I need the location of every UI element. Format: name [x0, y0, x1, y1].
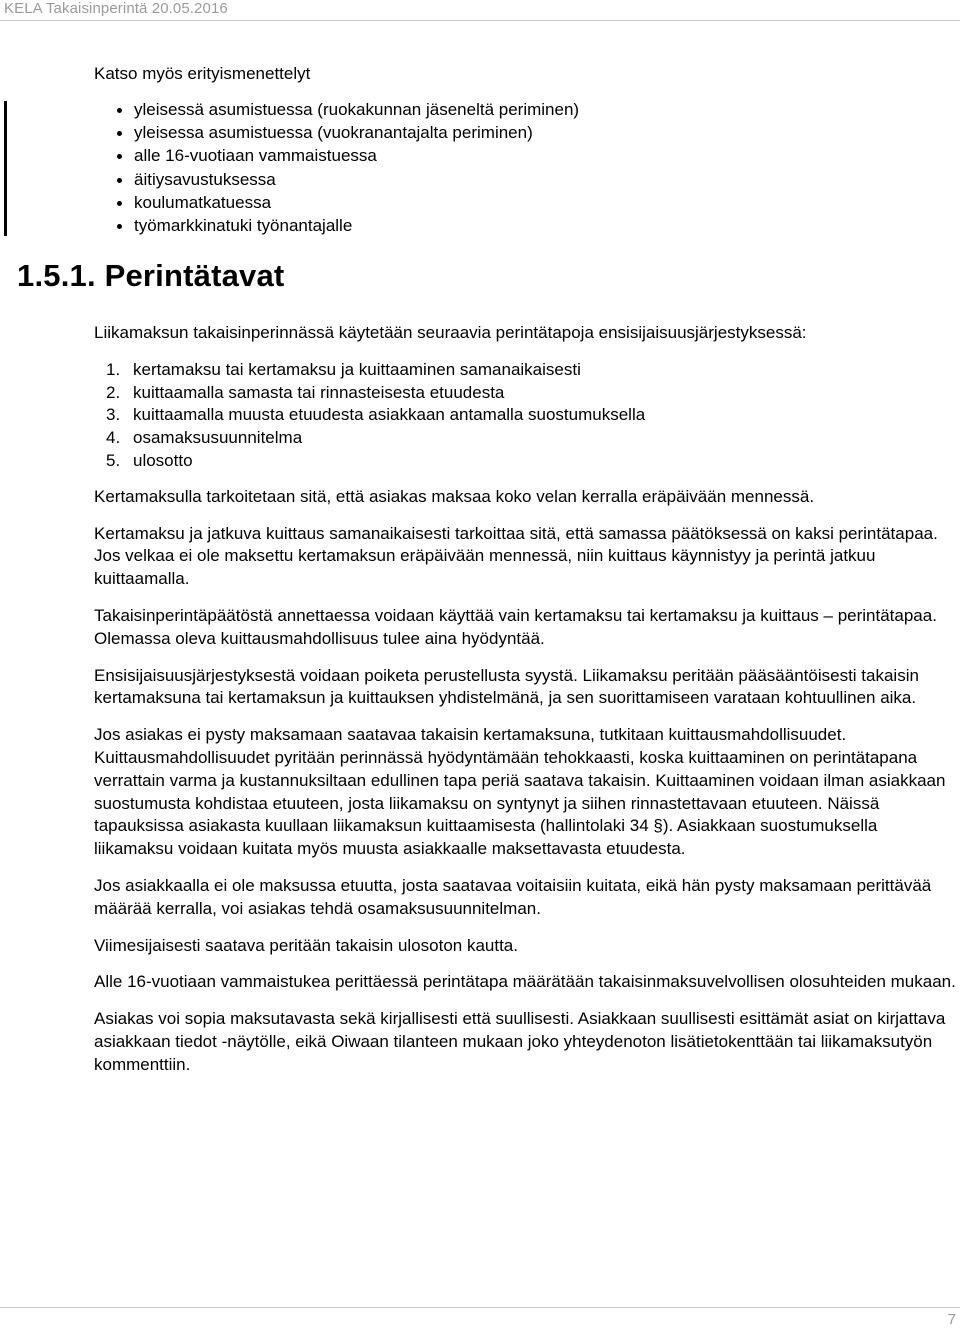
list-number: 4.	[106, 428, 121, 448]
body-paragraph: Kertamaksu ja jatkuva kuittaus samanaikaisesti tarkoittaa sitä, että samassa päätöksessä on kaksi perintätapaa. Jos velkaa ei ole maksettu kertamaksun eräpäivään mennessä, niin kuittaus käynnistyy ja perintä jatkuu kuittaamalla.	[94, 523, 938, 589]
see-also-list	[110, 98, 579, 237]
intro-paragraph: Liikamaksun takaisinperinnässä käytetään seuraavia perintätapoja ensisijaisuusjärjestyksessä:	[94, 323, 807, 342]
see-also-item[interactable]: yleisessa asumistuessa (vuokranantajalta periminen)	[110, 121, 579, 144]
list-item	[94, 382, 958, 405]
list-text: kuittaamalla samasta tai rinnasteisesta etuudesta	[133, 382, 505, 402]
list-item	[94, 404, 958, 427]
list-number: 2.	[106, 382, 121, 402]
body-paragraph: Ensisijaisuusjärjestyksestä voidaan poiketa perustellusta syystä. Liikamaksu peritään pääsääntöisesti takaisin kertamaksuna tai kertamaksun ja kuittauksen yhdistelmänä, ja sen suorittamiseen varataan kohtuullinen aika.	[94, 665, 919, 708]
list-number: 3.	[106, 405, 121, 425]
see-also-item[interactable]: äitiysavustuksessa	[110, 168, 579, 191]
body-paragraph: Alle 16-vuotiaan vammaistukea perittäessä perintätapa määrätään takaisinmaksuvelvollisen olosuhteiden mukaan.	[94, 972, 956, 992]
revision-change-bar	[4, 101, 7, 236]
list-number: 1.	[106, 359, 121, 379]
see-also-title: Katso myös erityismenettelyt	[94, 64, 311, 83]
list-item	[94, 359, 958, 382]
body-paragraph: Viimesijaisesti saatava peritään takaisin ulosoton kautta.	[94, 935, 518, 955]
body-paragraph: Asiakas voi sopia maksutavasta sekä kirjallisesti että suullisesti. Asiakkaan suullisesti esittämät asiat on kirjattava asiakkaan tiedot -näytölle, eikä Oiwaan tilanteen mukaan joko yhteydenoton lisätietokenttään tai liikamaksutyön kommenttiin.	[94, 1009, 946, 1074]
see-also-item[interactable]: koulumatkatuessa	[110, 191, 579, 214]
list-text: osamaksusuunnitelma	[133, 428, 303, 448]
see-also-item[interactable]: yleisessä asumistuessa (ruokakunnan jäseneltä periminen)	[110, 98, 579, 121]
list-item	[94, 450, 958, 473]
list-text: ulosotto	[133, 450, 193, 470]
body-paragraph: Jos asiakkaalla ei ole maksussa etuutta, josta saatavaa voitaisiin kuitata, eikä hän pysty maksamaan perittävää määrää kerralla, voi asiakas tehdä osamaksusuunnitelman.	[94, 875, 932, 918]
body-paragraph: Kertamaksulla tarkoitetaan sitä, että asiakas maksaa koko velan kerralla eräpäivään mennessä.	[94, 486, 815, 506]
footer-divider	[0, 1307, 960, 1308]
see-also-item[interactable]: alle 16-vuotiaan vammaistuessa	[110, 144, 579, 167]
page-number: 7	[947, 1311, 956, 1328]
body-paragraph: Takaisinperintäpäätöstä annettaessa voidaan käyttää vain kertamaksu tai kertamaksu ja kuittaus – perintätapaa. Olemassa oleva kuittausmahdollisuus tulee aina hyödyntää.	[94, 605, 937, 648]
list-text: kuittaamalla muusta etuudesta asiakkaan antamalla suostumuksella	[133, 405, 646, 425]
collection-methods-list	[94, 359, 958, 473]
see-also-item[interactable]: työmarkkinatuki työnantajalle	[110, 214, 579, 237]
list-item	[94, 427, 958, 450]
list-number: 5.	[106, 450, 121, 470]
section-heading: 1.5.1. Perintätavat	[17, 258, 285, 293]
header-divider	[0, 20, 960, 21]
body-paragraph: Jos asiakas ei pysty maksamaan saatavaa takaisin kertamaksuna, tutkitaan kuittausmahdollisuudet. Kuittausmahdollisuudet pyritään perinnässä hyödyntämään tehokkaasti, koska kuittaaminen on perintätapana verrattain varma ja kustannuksiltaan edullinen tapa periä saatava takaisin. Kuittaaminen voidaan ilman asiakkaan suostumusta kohdistaa etuuteen, josta liikamaksu on syntynyt ja siihen rinnastettavaan etuuteen. Näissä tapauksissa asiakasta kuullaan liikamaksun kuittaamisesta (hallintolaki 34 §). Asiakkaan suostumuksella liikamaksu voidaan kuitata myös muusta asiakkaalle maksettavasta etuudesta.	[94, 725, 946, 859]
list-text: kertamaksu tai kertamaksu ja kuittaaminen samanaikaisesti	[133, 359, 581, 379]
section-body	[94, 322, 958, 1091]
running-header: KELA Takaisinperintä 20.05.2016	[4, 0, 228, 17]
